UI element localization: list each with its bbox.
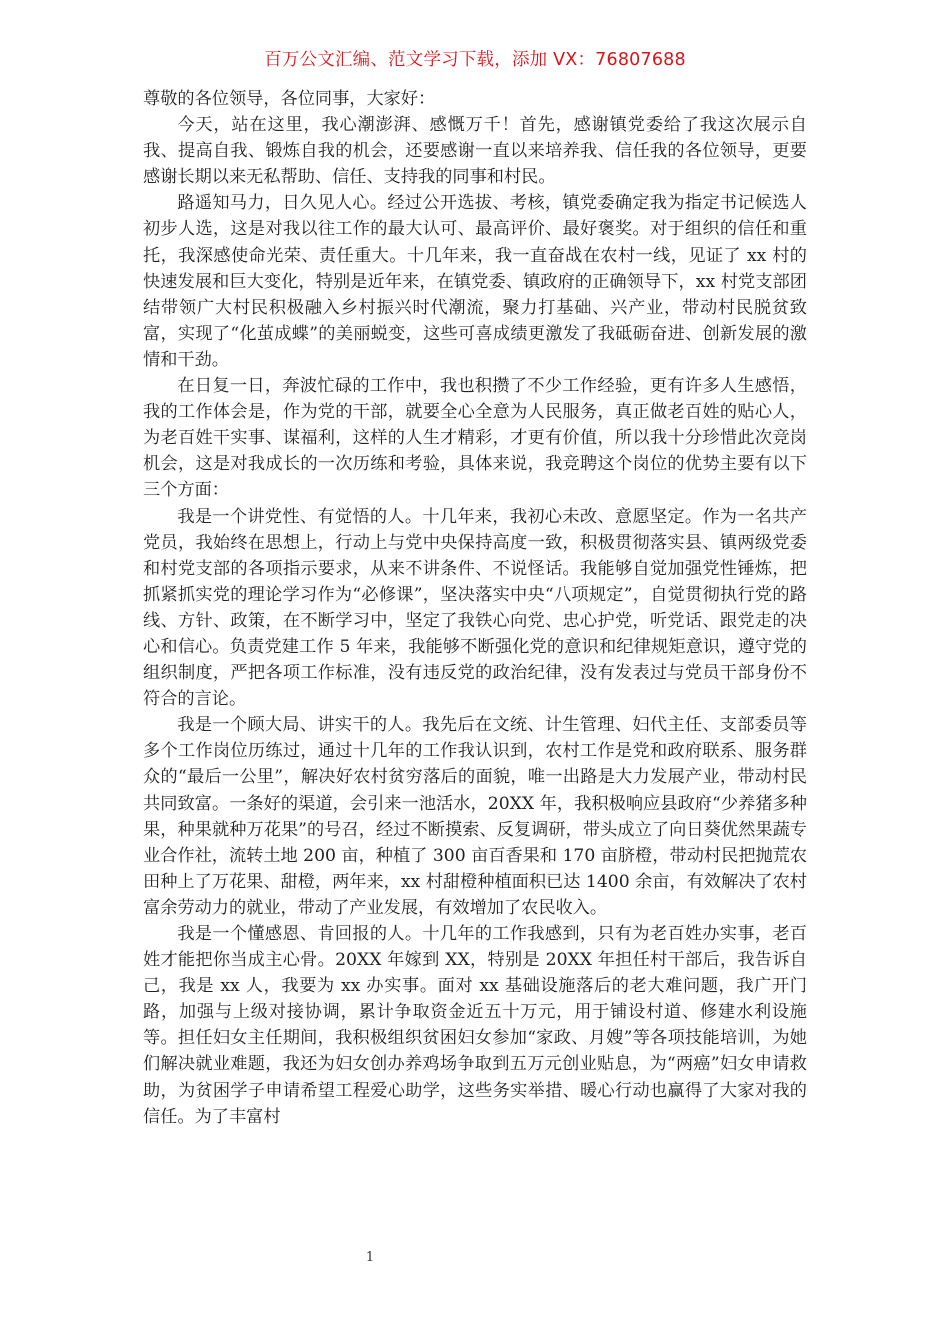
page-number: 1 [365, 1250, 375, 1265]
watermark-banner: 百万公文汇编、范文学习下载，添加 VX：76807688 [264, 50, 686, 70]
document-body [143, 86, 807, 1130]
salutation: 尊敬的各位领导，各位同事，大家好： [143, 89, 436, 109]
paragraph-strength-party: 我是一个讲党性、有觉悟的人。十几年来，我初心未改、意愿坚定。作为一名共产党员，我始终在思想上，行动上与党中央保持高度一致，积极贯彻落实县、镇两级党委和村党支部的各项指示要求，从来不讲条件、不说怪话。我能够自觉加强党性锤炼，把抓紧抓实党的理论学习作为“必修课”，坚决落实中央“八项规定”，自觉贯彻执行党的路线、方针、政策，在不断学习中，坚定了我铁心向党、忠心护党，听党话、跟党走的决心和信心。负责党建工作 5 年来，我能够不断强化党的意识和纪律规矩意识，遵守党的组织制度，严把各项工作标准，没有违反党的政治纪律，没有发表过与党员干部身份不符合的言论。 [143, 506, 807, 710]
paragraph-nomination: 路遥知马力，日久见人心。经过公开选拔、考核，镇党委确定我为指定书记候选人初步人选，这是对我以往工作的最大认可、最高评价、最好褒奖。对于组织的信任和重托，我深感使命光荣、责任重大。十几年来，我一直奋战在农村一线，见证了 xx 村的快速发展和巨大变化，特别是近年来，在镇党委、镇政府的正确领导下，xx 村党支部团结带领广大村民积极融入乡村振兴时代潮流，聚力打基础、兴产业，带动村民脱贫致富，实现了“化茧成蝶”的美丽蜕变，这些可喜成绩更激发了我砥砺奋进、创新发展的激情和干劲。 [143, 193, 807, 370]
paragraph-opening: 今天，站在这里，我心潮澎湃、感慨万千！首先，感谢镇党委给了我这次展示自我、提高自我、锻炼自我的机会，还要感谢一直以来培养我、信任我的各位领导，更要感谢长期以来无私帮助、信任、支持我的同事和村民。 [143, 115, 807, 188]
paragraph-strength-gratitude: 我是一个懂感恩、肯回报的人。十几年的工作我感到，只有为老百姓办实事，老百姓才能把你当成主心骨。20XX 年嫁到 XX，特别是 20XX 年担任村干部后，我告诉自己，我是 xx 人，我要为 xx 办实事。面对 xx 基础设施落后的老大难问题，我广开门路，加强与上级对接协调，累计争取资金近五十万元，用于铺设村道、修建水利设施等。担任妇女主任期间，我积极组织贫困妇女参加“家政、月嫂”等各项技能培训，为她们解决就业难题，我还为妇女创办养鸡场争取到五万元创业贴息，为“两癌”妇女申请救助，为贫困学子申请希望工程爱心助学，这些务实举措、暖心行动也赢得了大家对我的信任。为了丰富村 [143, 924, 807, 1127]
paragraph-strength-practical: 我是一个顾大局、讲实干的人。我先后在文统、计生管理、妇代主任、支部委员等多个工作岗位历练过，通过十几年的工作我认识到，农村工作是党和政府联系、服务群众的“最后一公里”，解决好农村贫穷落后的面貌，唯一出路是大力发展产业，带动村民共同致富。一条好的渠道，会引来一池活水，20XX 年，我积极响应县政府“少养猪多种果，种果就种万花果”的号召，经过不断摸索、反复调研，带头成立了向日葵优然果蔬专业合作社，流转土地 200 亩，种植了 300 亩百香果和 170 亩脐橙，带动村民把抛荒农田种上了万花果、甜橙，两年来，xx 村甜橙种植面积已达 1400 余亩，有效解决了农村富余劳动力的就业，带动了产业发展，有效增加了农民收入。 [143, 715, 808, 918]
paragraph-experience: 在日复一日，奔波忙碌的工作中，我也积攒了不少工作经验，更有许多人生感悟，我的工作体会是，作为党的干部，就要全心全意为人民服务，真正做老百姓的贴心人，为老百姓干实事、谋福利，这样的人生才精彩，才更有价值，所以我十分珍惜此次竞岗机会，这是对我成长的一次历练和考验，具体来说，我竞聘这个岗位的优势主要有以下三个方面： [143, 376, 807, 501]
